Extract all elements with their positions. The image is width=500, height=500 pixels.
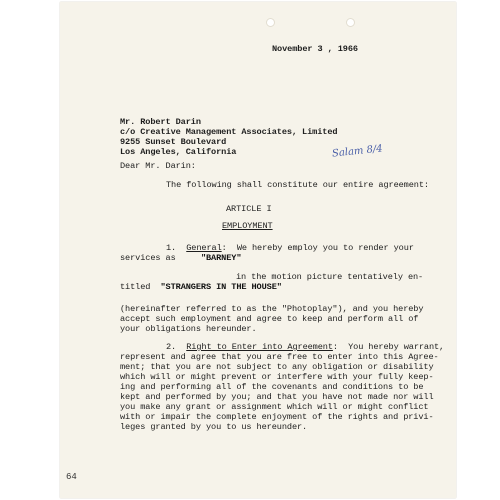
section-2-body-line: with or impair the complete enjoyment of the rights and privi- [120, 412, 434, 422]
section-2-heading: Right to Enter into Agreement [186, 342, 333, 352]
titled-prefix: titled [120, 282, 151, 292]
recipient-street: 9255 Sunset Boulevard [120, 137, 227, 147]
article-title: EMPLOYMENT [222, 221, 273, 231]
recipient-name: Mr. Robert Darin [120, 117, 201, 127]
page-number: 64 [66, 472, 77, 482]
section-1-line-5: (hereinafter referred to as the "Photoplay"), and you hereby [120, 304, 424, 314]
section-1-line-7: your obligations hereunder. [120, 324, 257, 334]
section-2-body-line: leges granted by you to us hereunder. [120, 422, 308, 432]
section-2-number: 2. [166, 342, 177, 352]
role-name: "BARNEY" [200, 253, 242, 263]
services-prefix: services as [120, 253, 176, 263]
section-1-line-3: in the motion picture tentatively en- [236, 272, 424, 282]
section-2-body-line: you make any grant or assignment which will or might conflict [120, 402, 429, 412]
section-1-line-4 [120, 282, 282, 293]
section-1-line-6: accept such employment and agree to keep and perform all of [120, 314, 419, 324]
section-2-line-1 [166, 342, 444, 353]
section-1-line-2 [120, 253, 241, 264]
letter-page [60, 2, 456, 498]
recipient-city: Los Angeles, California [120, 147, 237, 157]
section-1-lead-text: : We hereby employ you to render your [221, 243, 414, 253]
section-2-lead-text: : You hereby warrant, [332, 342, 445, 352]
section-2-body-line: kept and performed by you; and that you have not made nor will [120, 392, 434, 402]
section-1-heading: General [186, 243, 222, 253]
section-1-line-1 [166, 243, 414, 254]
salutation: Dear Mr. Darin: [120, 161, 196, 171]
section-1-number: 1. [166, 243, 177, 253]
picture-title: "STRANGERS IN THE HOUSE" [160, 282, 282, 292]
section-2-body-line: ing and performing all of the covenants and conditions to be [120, 382, 424, 392]
punch-hole [266, 18, 275, 27]
letter-date: November 3 , 1966 [272, 44, 358, 54]
punch-hole [346, 18, 355, 27]
handwritten-annotation: Salam 8/4 [331, 143, 384, 160]
section-2-body-line: represent and agree that you are free to enter into this Agree- [120, 352, 439, 362]
section-2-body-line: which will or might prevent or interfere with your fully keep- [120, 372, 434, 382]
article-number: ARTICLE I [226, 204, 272, 214]
intro-sentence: The following shall constitute our entire agreement: [166, 180, 429, 190]
section-2-body-line: ment; that you are not subject to any obligation or disability [120, 362, 434, 372]
recipient-care-of: c/o Creative Management Associates, Limited [120, 127, 338, 137]
